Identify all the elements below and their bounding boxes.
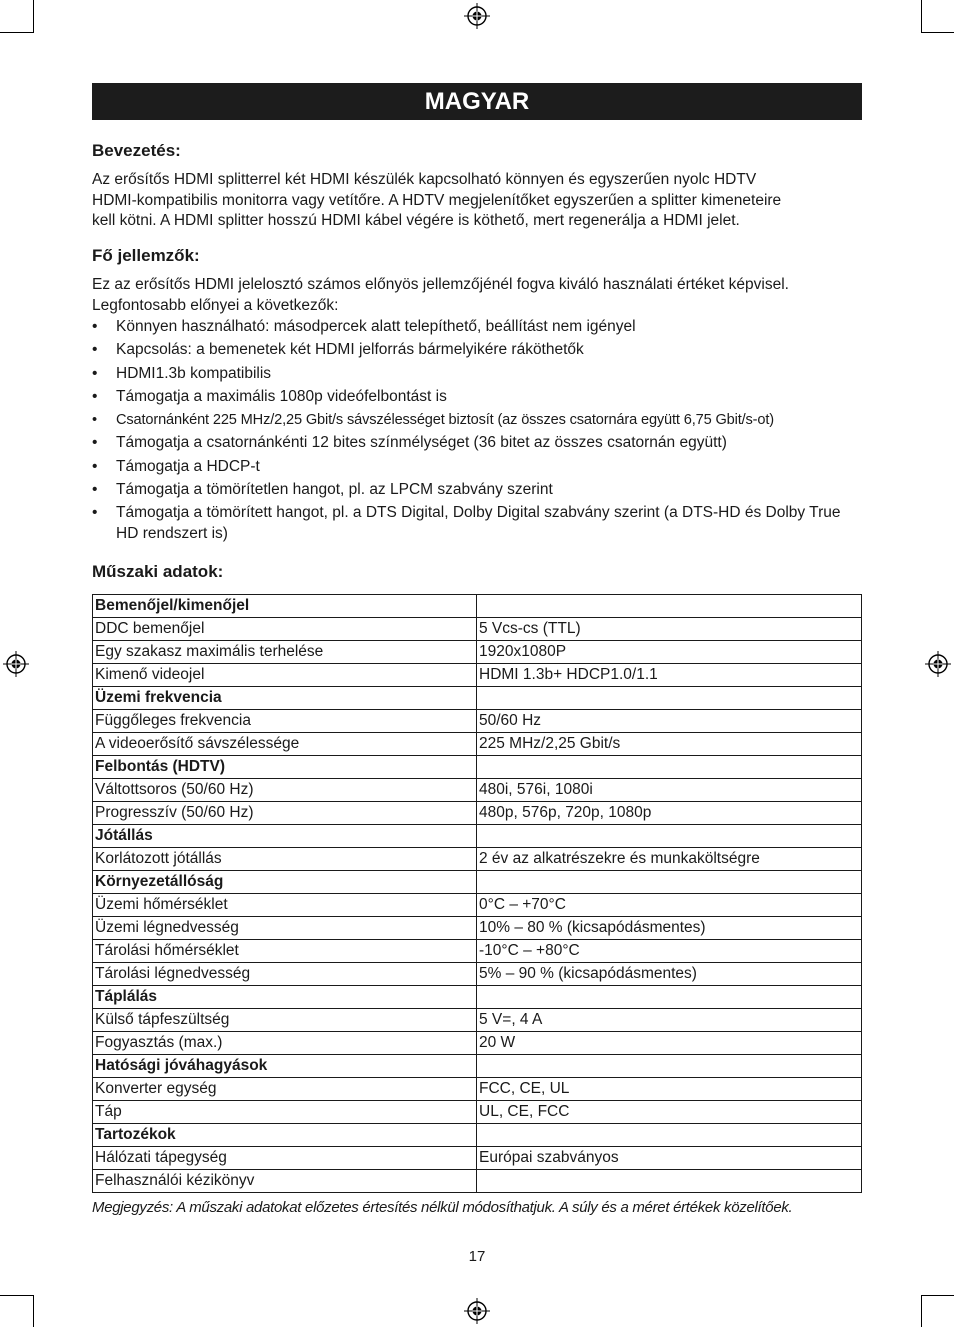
list-item: • Támogatja a tömörítetlen hangot, pl. az LPCM szabvány szerint: [92, 480, 867, 501]
spec-label-cell: Külső tápfeszültség: [93, 1009, 477, 1032]
list-item: • Támogatja a HDCP-t: [92, 457, 867, 478]
list-item: • HDMI1.3b kompatibilis: [92, 364, 867, 385]
table-row: [93, 802, 862, 825]
list-item: • Könnyen használható: másodpercek alatt telepíthető, beállítást nem igényel: [92, 317, 867, 338]
table-row: [93, 664, 862, 687]
spec-value-cell: 480i, 576i, 1080i: [477, 779, 862, 802]
bullet-icon: •: [92, 387, 98, 405]
spec-value-cell: 2 év az alkatrészekre és munkaköltségre: [477, 848, 862, 871]
spec-label-cell: Hálózati tápegység: [93, 1147, 477, 1170]
spec-value-cell: [477, 986, 862, 1009]
spec-value-cell: [477, 1170, 862, 1193]
spec-label-cell: Váltottsoros (50/60 Hz): [93, 779, 477, 802]
spec-value-cell: [477, 595, 862, 618]
spec-label-cell: Tartozékok: [93, 1124, 477, 1147]
registration-mark-icon: [464, 3, 490, 29]
spec-value-cell: 0°C – +70°C: [477, 894, 862, 917]
spec-label-cell: Függőleges frekvencia: [93, 710, 477, 733]
features-list: [92, 317, 867, 547]
crop-mark-icon: [921, 0, 922, 33]
specs-table: [92, 594, 862, 1193]
spec-label-cell: A videoerősítő sávszélessége: [93, 733, 477, 756]
spec-value-cell: [477, 1055, 862, 1078]
crop-mark-icon: [921, 32, 954, 33]
table-group-row: [93, 1055, 862, 1078]
spec-label-cell: Környezetállóság: [93, 871, 477, 894]
table-row: [93, 779, 862, 802]
spec-value-cell: 10% – 80 % (kicsapódásmentes): [477, 917, 862, 940]
features-heading: Fő jellemzők:: [92, 246, 200, 265]
bullet-icon: •: [92, 412, 97, 429]
table-group-row: [93, 986, 862, 1009]
intro-line: HDMI-kompatibilis monitorra vagy vetítőre. A HDTV megjelenítőket egyszerűen a splitter kimeneteire: [92, 191, 782, 209]
spec-label-cell: Felhasználói kézikönyv: [93, 1170, 477, 1193]
table-row: [93, 1101, 862, 1124]
registration-mark-icon: [3, 651, 29, 677]
spec-value-cell: 20 W: [477, 1032, 862, 1055]
features-intro-line: Legfontosabb előnyei a következők:: [92, 296, 339, 314]
intro-paragraph: [92, 170, 867, 232]
crop-mark-icon: [921, 1295, 954, 1296]
spec-label-cell: Üzemi hőmérséklet: [93, 894, 477, 917]
intro-line: kell kötni. A HDMI splitter hosszú HDMI kábel végére is köthető, mert regenerálja a HDMI jelet.: [92, 212, 740, 229]
list-item: • Támogatja a csatornánkénti 12 bites színmélységet (36 bitet az összes csatornán együtt): [92, 433, 867, 454]
spec-label-cell: Jótállás: [93, 825, 477, 848]
spec-value-cell: 480p, 576p, 720p, 1080p: [477, 802, 862, 825]
spec-label-cell: Üzemi frekvencia: [93, 687, 477, 710]
spec-value-cell: [477, 825, 862, 848]
note-text: Megjegyzés: A műszaki adatokat előzetes értesítés nélkül módosíthatjuk. A súly és a méret értékek közelítőek.: [92, 1199, 793, 1216]
spec-value-cell: 225 MHz/2,25 Gbit/s: [477, 733, 862, 756]
spec-value-cell: 1920x1080P: [477, 641, 862, 664]
spec-label-cell: Egy szakasz maximális terhelése: [93, 641, 477, 664]
table-row: [93, 894, 862, 917]
spec-value-cell: [477, 1124, 862, 1147]
table-row: [93, 641, 862, 664]
crop-mark-icon: [33, 1295, 34, 1327]
table-group-row: [93, 756, 862, 779]
table-group-row: [93, 595, 862, 618]
spec-value-cell: HDMI 1.3b+ HDCP1.0/1.1: [477, 664, 862, 687]
spec-label-cell: Konverter egység: [93, 1078, 477, 1101]
table-row: [93, 710, 862, 733]
spec-value-cell: [477, 756, 862, 779]
intro-line: Az erősítős HDMI splitterrel két HDMI készülék kapcsolható könnyen és egyszerűen nyolc HDTV: [92, 171, 757, 188]
page-title: MAGYAR: [92, 83, 862, 120]
table-row: [93, 733, 862, 756]
bullet-icon: •: [92, 457, 98, 475]
spec-value-cell: UL, CE, FCC: [477, 1101, 862, 1124]
crop-mark-icon: [33, 0, 34, 33]
table-group-row: [93, 871, 862, 894]
crop-mark-icon: [921, 1295, 922, 1327]
registration-mark-icon: [464, 1298, 490, 1324]
table-group-row: [93, 825, 862, 848]
spec-value-cell: Európai szabványos: [477, 1147, 862, 1170]
spec-label-cell: Bemenőjel/kimenőjel: [93, 595, 477, 618]
crop-mark-icon: [0, 1295, 33, 1296]
spec-value-cell: 5 Vcs-cs (TTL): [477, 618, 862, 641]
table-group-row: [93, 1124, 862, 1147]
bullet-icon: •: [92, 364, 98, 382]
spec-value-cell: [477, 687, 862, 710]
spec-label-cell: Táp: [93, 1101, 477, 1124]
spec-label-cell: Felbontás (HDTV): [93, 756, 477, 779]
table-row: [93, 1147, 862, 1170]
features-intro-paragraph: [92, 275, 867, 316]
spec-value-cell: FCC, CE, UL: [477, 1078, 862, 1101]
table-row: [93, 940, 862, 963]
table-row: [93, 1078, 862, 1101]
spec-label-cell: Táplálás: [93, 986, 477, 1009]
table-row: [93, 1032, 862, 1055]
spec-label-cell: Kimenő videojel: [93, 664, 477, 687]
spec-label-cell: Hatósági jóváhagyások: [93, 1055, 477, 1078]
bullet-icon: •: [92, 481, 98, 499]
spec-value-cell: 5 V=, 4 A: [477, 1009, 862, 1032]
bullet-icon: •: [92, 434, 98, 452]
table-row: [93, 917, 862, 940]
table-row: [93, 1170, 862, 1193]
bullet-icon: •: [92, 504, 98, 522]
spec-label-cell: Tárolási légnedvesség: [93, 963, 477, 986]
page-number: 17: [468, 1248, 486, 1265]
table-row: [93, 963, 862, 986]
table-row: [93, 618, 862, 641]
specs-heading: Műszaki adatok:: [92, 562, 224, 581]
list-item: • Támogatja a tömörített hangot, pl. a DTS Digital, Dolby Digital szabvány szerint (a DTS-HD és Dolby True HD rendszert is): [92, 504, 841, 542]
spec-label-cell: Progresszív (50/60 Hz): [93, 802, 477, 825]
spec-label-cell: Korlátozott jótállás: [93, 848, 477, 871]
intro-heading: Bevezetés:: [92, 141, 181, 160]
spec-label-cell: DDC bemenőjel: [93, 618, 477, 641]
crop-mark-icon: [0, 32, 33, 33]
spec-value-cell: 5% – 90 % (kicsapódásmentes): [477, 963, 862, 986]
table-row: [93, 1009, 862, 1032]
list-item: • Támogatja a maximális 1080p videófelbontást is: [92, 387, 867, 408]
spec-label-cell: Fogyasztás (max.): [93, 1032, 477, 1055]
registration-mark-icon: [925, 651, 951, 677]
spec-label-cell: Üzemi légnedvesség: [93, 917, 477, 940]
bullet-icon: •: [92, 341, 98, 359]
list-item: • Csatornánként 225 MHz/2,25 Gbit/s sávszélességet biztosít (az összes csatornára együtt 6,75 Gbit/s-ot): [92, 410, 867, 431]
features-intro-line: Ez az erősítős HDMI jelelosztó számos előnyös jellemzőjénél fogva kiváló használati értéket képvisel.: [92, 276, 789, 293]
spec-label-cell: Tárolási hőmérséklet: [93, 940, 477, 963]
table-row: [93, 848, 862, 871]
spec-value-cell: 50/60 Hz: [477, 710, 862, 733]
spec-value-cell: [477, 871, 862, 894]
bullet-icon: •: [92, 318, 98, 335]
list-item: • Kapcsolás: a bemenetek két HDMI jelforrás bármelyikére ráköthetők: [92, 340, 867, 361]
table-group-row: [93, 687, 862, 710]
spec-value-cell: -10°C – +80°C: [477, 940, 862, 963]
